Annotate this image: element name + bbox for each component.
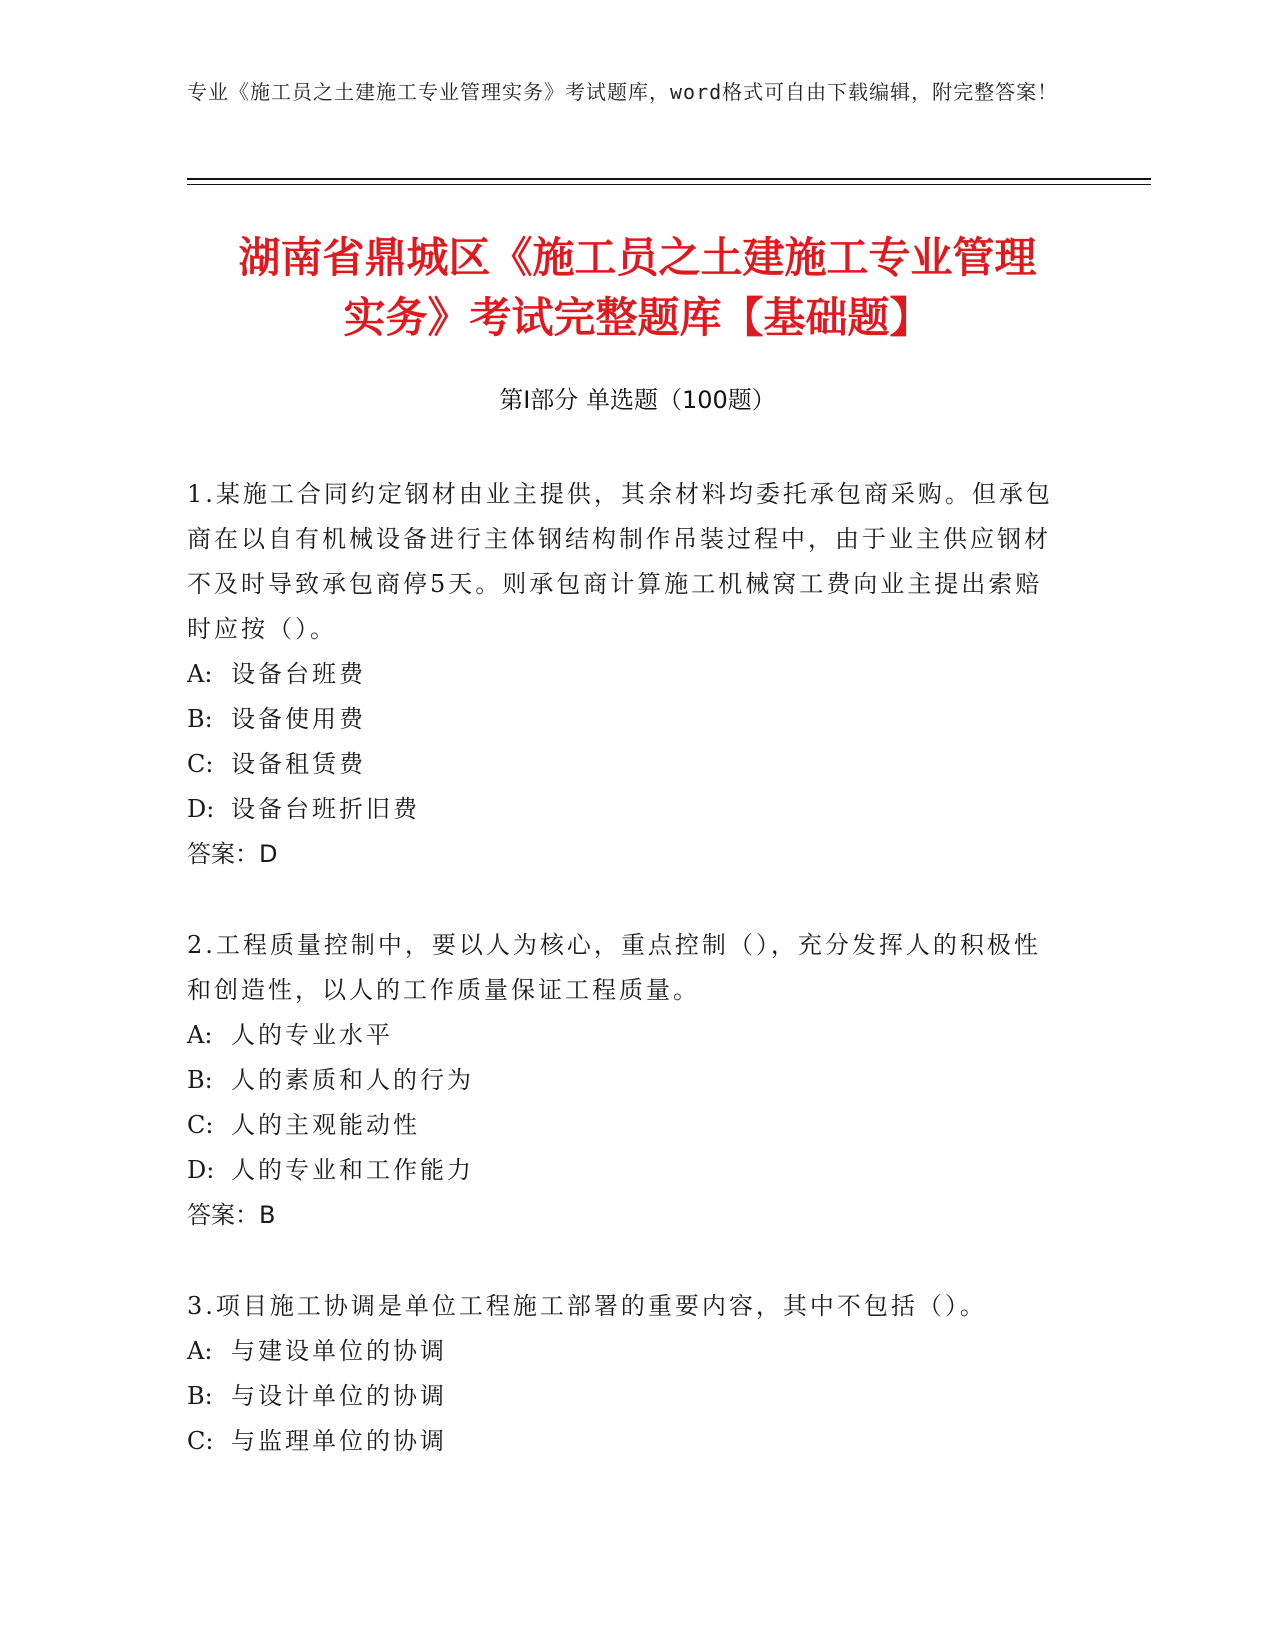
option-key: A:	[187, 660, 213, 688]
option-key: D:	[187, 795, 215, 823]
document-title-line-2: 实务》考试完整题库【基础题】	[343, 293, 932, 342]
option-key: A:	[187, 1337, 213, 1365]
section-heading: 第Ⅰ部分 单选题（100题）	[499, 386, 776, 414]
question-stem: 3.项目施工协调是单位工程施工部署的重要内容，其中不包括（）。	[187, 1292, 987, 1320]
option-text: 与建设单位的协调	[231, 1337, 447, 1365]
option-d	[187, 787, 1067, 832]
option-text: 设备租赁费	[231, 750, 366, 778]
option-key: D:	[187, 1156, 215, 1184]
option-a	[187, 652, 1067, 697]
option-text: 人的素质和人的行为	[231, 1066, 474, 1094]
option-text: 人的主观能动性	[231, 1111, 420, 1139]
option-text: 与监理单位的协调	[231, 1427, 447, 1455]
option-d	[187, 1148, 1067, 1193]
header-rule-thick	[187, 178, 1151, 180]
option-key: B:	[187, 705, 213, 733]
option-b	[187, 1374, 1067, 1419]
option-a	[187, 1013, 1067, 1058]
option-b	[187, 1058, 1067, 1103]
question-2	[187, 923, 1067, 1238]
option-key: B:	[187, 1382, 213, 1410]
option-key: C:	[187, 750, 214, 778]
answer-line: 答案：B	[187, 1201, 276, 1229]
question-1	[187, 472, 1067, 877]
question-stem: 2.工程质量控制中，要以人为核心，重点控制（），充分发挥人的积极性和创造性，以人的工作质量保证工程质量。	[187, 931, 1041, 1004]
option-text: 设备使用费	[231, 705, 366, 733]
header-note: 专业《施工员之土建施工专业管理实务》考试题库，word格式可自由下载编辑，附完整答案！	[187, 80, 1059, 104]
answer-line: 答案：D	[187, 840, 278, 868]
option-text: 与设计单位的协调	[231, 1382, 447, 1410]
document-title-line-1: 湖南省鼎城区《施工员之土建施工专业管理	[238, 233, 1037, 282]
option-c	[187, 742, 1067, 787]
option-c	[187, 1419, 1067, 1464]
header-rule-thin	[187, 184, 1151, 185]
question-3	[187, 1284, 1067, 1464]
option-text: 设备台班折旧费	[231, 795, 420, 823]
question-stem: 1.某施工合同约定钢材由业主提供，其余材料均委托承包商采购。但承包商在以自有机械设备进行主体钢结构制作吊装过程中，由于业主供应钢材不及时导致承包商停5天。则承包商计算施工机械窝工费向业主提出索赔时应按（）。	[187, 480, 1053, 643]
option-text: 人的专业水平	[231, 1021, 393, 1049]
document-title	[150, 228, 1125, 348]
option-c	[187, 1103, 1067, 1148]
option-key: A:	[187, 1021, 213, 1049]
option-key: C:	[187, 1427, 214, 1455]
option-b	[187, 697, 1067, 742]
option-text: 人的专业和工作能力	[231, 1156, 474, 1184]
option-a	[187, 1329, 1067, 1374]
question-list	[187, 472, 1067, 1510]
option-key: C:	[187, 1111, 214, 1139]
option-key: B:	[187, 1066, 213, 1094]
option-text: 设备台班费	[231, 660, 366, 688]
